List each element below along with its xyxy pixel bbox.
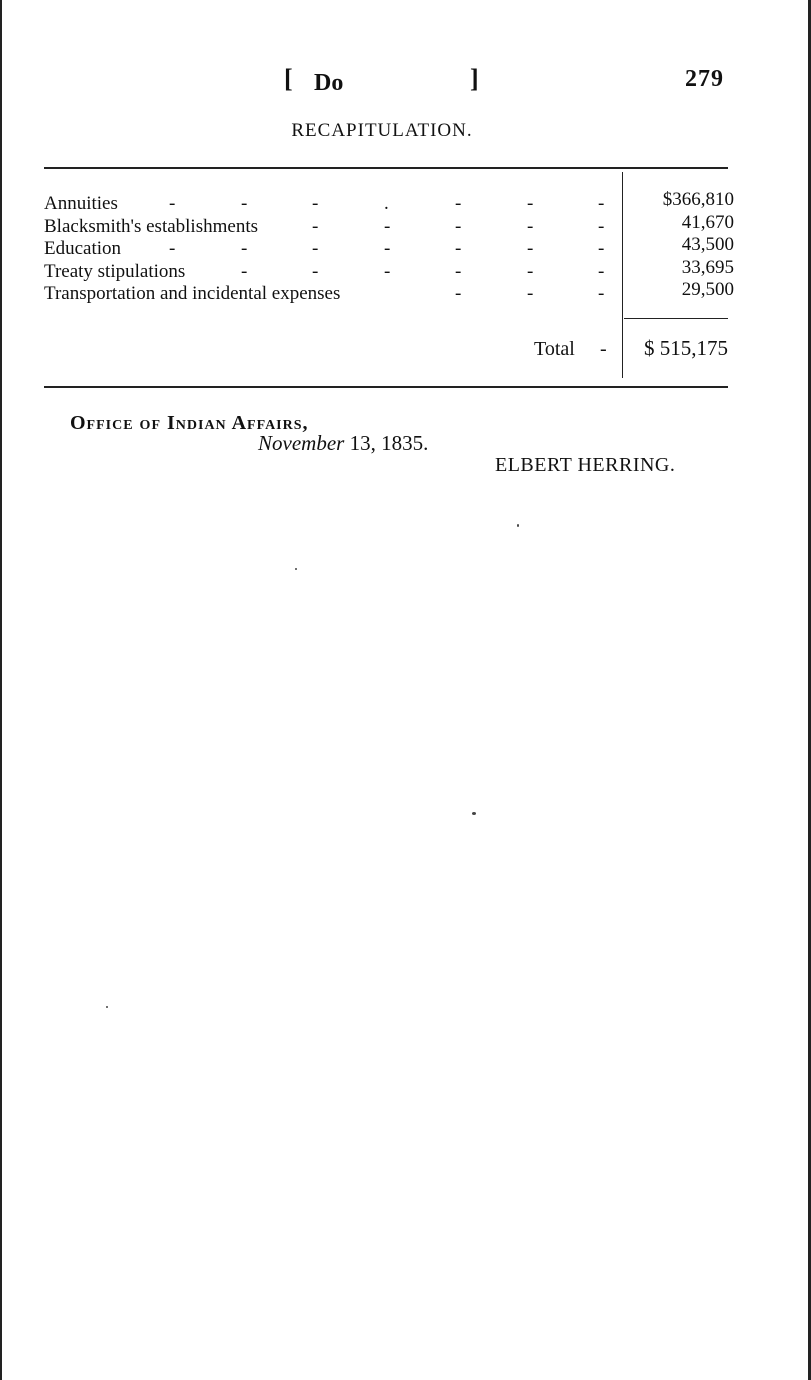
table-bottom-rule [44, 386, 728, 388]
leader-dashes: - - - - - - - [169, 238, 605, 259]
recapitulation-table [44, 189, 734, 302]
table-row [44, 212, 734, 235]
table-row [44, 189, 734, 212]
total-rule [624, 318, 728, 319]
item-amount: 41,670 [681, 211, 734, 233]
item-amount: 33,695 [681, 256, 734, 278]
page-number: 279 [685, 66, 724, 92]
total-amount: $ 515,175 [644, 336, 728, 360]
table-row [44, 279, 734, 302]
document-code: Do [314, 70, 344, 96]
date-line [258, 431, 428, 456]
item-label: Annuities [44, 193, 118, 214]
bracket-close: ] [470, 64, 479, 93]
item-amount: $366,810 [662, 189, 734, 210]
item-label: Treaty stipulations [44, 260, 186, 282]
leader-dashes: - - - . - - - [169, 193, 605, 214]
table-row [44, 257, 734, 280]
item-amount: 29,500 [681, 279, 734, 300]
paper-speck [517, 524, 519, 527]
office-text: Office of Indian Affairs, [70, 412, 309, 434]
total-leader-dash: - [600, 338, 607, 360]
date-month: November [258, 431, 345, 455]
paper-speck [472, 812, 476, 815]
signature: ELBERT HERRING. [495, 454, 676, 476]
paper-speck [106, 1006, 108, 1008]
item-amount: 43,500 [681, 234, 734, 255]
date-day-year: 13, 1835. [344, 431, 429, 455]
bracket-open: [ [284, 64, 293, 93]
section-heading: RECAPITULATION. [291, 120, 473, 141]
table-top-rule [44, 167, 728, 169]
table-row [44, 234, 734, 257]
leader-dashes: - - - - - [312, 215, 605, 237]
item-label: Education [44, 238, 122, 259]
leader-dashes: - - - - - - [241, 260, 605, 282]
leader-dashes: - - - [455, 283, 605, 304]
item-label: Transportation and incidental expenses [44, 283, 341, 304]
total-label: Total [534, 338, 575, 360]
item-label: Blacksmith's establishments [44, 215, 258, 237]
paper-speck [295, 568, 297, 570]
